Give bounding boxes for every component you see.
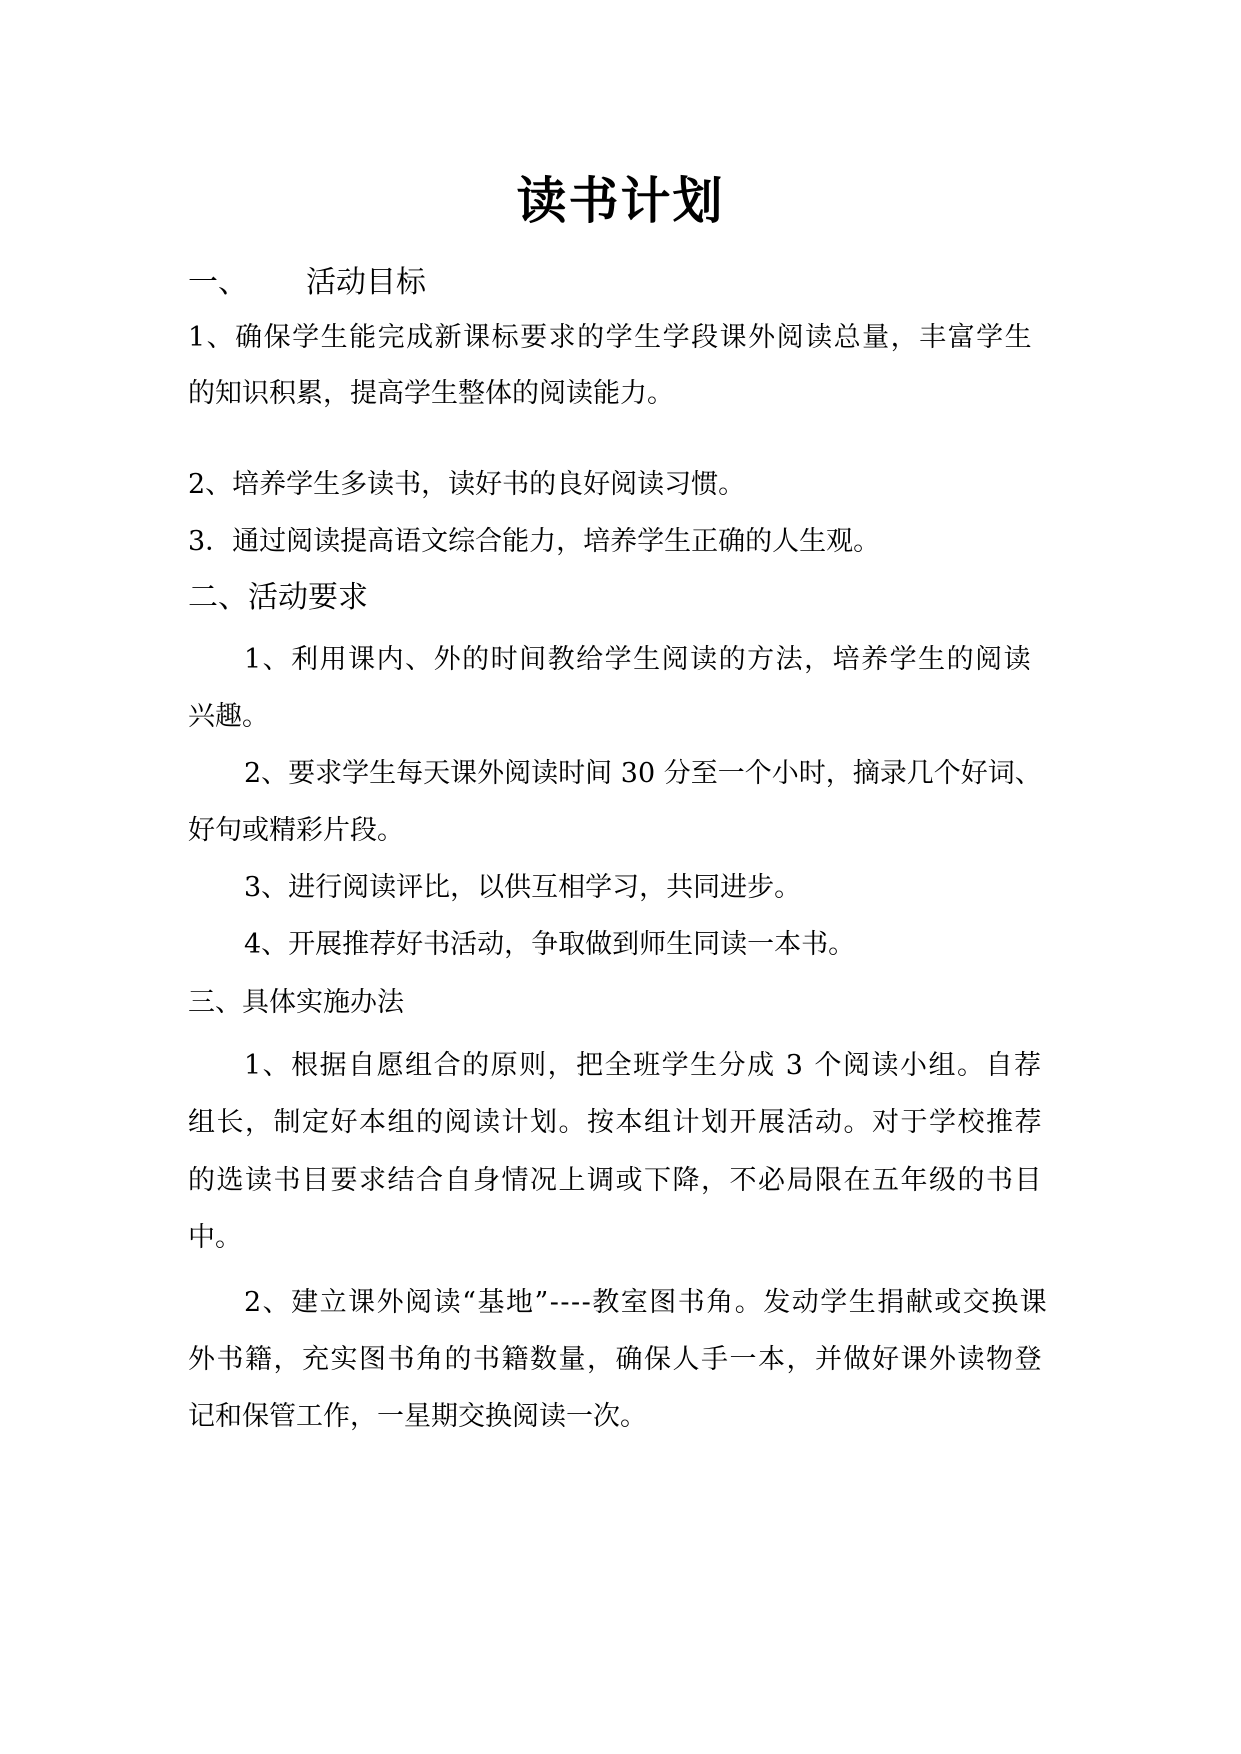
paragraph-line: 2、要求学生每天课外阅读时间 30 分至一个小时，摘录几个好词、	[244, 758, 1042, 789]
paragraph-line: 组长，制定好本组的阅读计划。按本组计划开展活动。对于学校推荐	[188, 1107, 1043, 1138]
section-1-number: 一、	[188, 265, 248, 300]
paragraph-line: 的选读书目要求结合自身情况上调或下降，不必局限在五年级的书目	[188, 1165, 1043, 1196]
paragraph-line: 1、确保学生能完成新课标要求的学生学段课外阅读总量，丰富学生	[188, 322, 1034, 353]
paragraph-line: 3、进行阅读评比，以供互相学习，共同进步。	[244, 872, 802, 903]
section-2-heading: 二、活动要求	[188, 580, 368, 615]
document-title: 读书计划	[516, 171, 725, 230]
paragraph-line: 记和保管工作，一星期交换阅读一次。	[188, 1401, 647, 1432]
paragraph-line: 好句或精彩片段。	[188, 815, 404, 846]
paragraph-line: 的知识积累，提高学生整体的阅读能力。	[188, 378, 674, 409]
section-1-title: 活动目标	[306, 265, 426, 300]
section-3-heading: 三、具体实施办法	[188, 987, 404, 1018]
section-1-heading	[188, 263, 426, 303]
paragraph-line: 2、培养学生多读书，读好书的良好阅读习惯。	[188, 469, 746, 500]
paragraph-line: 1、根据自愿组合的原则，把全班学生分成 3 个阅读小组。自荐	[244, 1050, 1043, 1081]
paragraph-line: 外书籍，充实图书角的书籍数量，确保人手一本，并做好课外读物登	[188, 1344, 1043, 1375]
paragraph-line: 4、开展推荐好书活动，争取做到师生同读一本书。	[244, 929, 856, 960]
paragraph-line: 2、建立课外阅读“基地”----教室图书角。发动学生捐献或交换课	[244, 1287, 1049, 1318]
paragraph-line: 兴趣。	[188, 701, 269, 732]
paragraph-line: 1、利用课内、外的时间教给学生阅读的方法，培养学生的阅读	[244, 644, 1033, 675]
paragraph-line: 中。	[188, 1222, 242, 1253]
paragraph-line: 3．通过阅读提高语文综合能力，培养学生正确的人生观。	[188, 526, 881, 557]
